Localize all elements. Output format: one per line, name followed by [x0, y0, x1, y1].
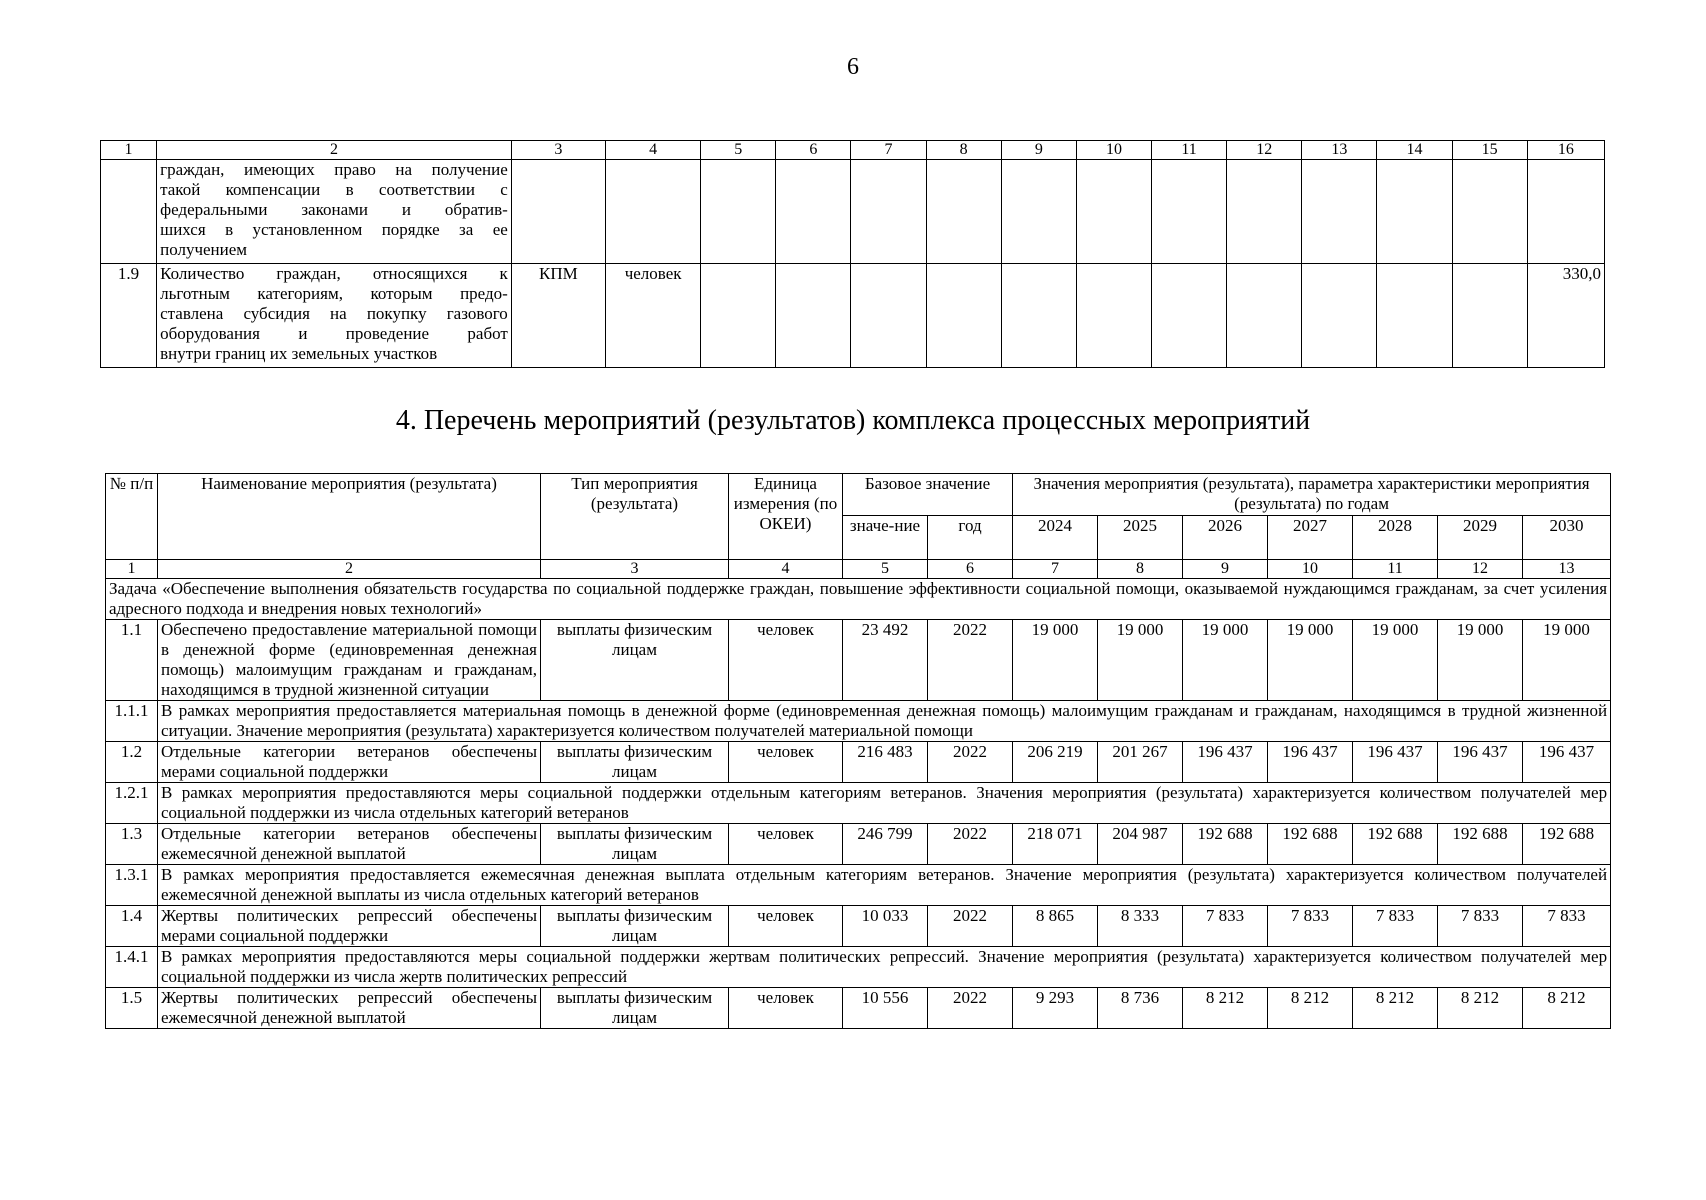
base-value: 246 799: [843, 824, 928, 865]
measure-name: Жертвы политических репрессий обеспечены ежемесячной денежной выплатой: [158, 988, 541, 1029]
row-number: 1.9: [101, 264, 157, 368]
column-number: 5: [843, 560, 928, 579]
description-row: [106, 783, 1611, 824]
base-value: 23 492: [843, 620, 928, 701]
table-row: [106, 742, 1611, 783]
indicator-name-line: Количество граждан, относящихся к: [160, 264, 508, 283]
table-row: [106, 620, 1611, 701]
measure-name: Жертвы политических репрессий обеспечены мерами социальной поддержки: [158, 906, 541, 947]
indicator-name-line: ставлена субсидия на покупку газового: [160, 304, 508, 323]
year-value: 196 437: [1523, 742, 1611, 783]
column-number: 10: [1268, 560, 1353, 579]
page-number: 6: [847, 54, 859, 80]
column-number: 6: [928, 560, 1013, 579]
column-number: 2: [157, 141, 512, 160]
table-row: [101, 160, 1605, 264]
description-text: В рамках мероприятия предоставляются меры социальной поддержки отдельным категориям ветеранов. Значения мероприятия (результата) характеризуется количеством получателей мер социальной поддержки из числа отдельных категорий ветеранов: [158, 783, 1611, 824]
header-base-value: значе-ние: [843, 516, 928, 560]
measure-type: выплаты физическим лицам: [541, 742, 729, 783]
task-text: Задача «Обеспечение выполнения обязательств государства по социальной поддержке граждан, повышение эффективности социальной помощи, оказываемой нуждающимся гражданам, за счет усиления адресного подхода и внедрения новых технологий»: [106, 579, 1611, 620]
indicator-unit: человек: [606, 264, 701, 368]
year-value: 19 000: [1098, 620, 1183, 701]
year-value: 8 212: [1523, 988, 1611, 1029]
year-value: 19 000: [1523, 620, 1611, 701]
year-value: 7 833: [1523, 906, 1611, 947]
column-number: 15: [1452, 141, 1527, 160]
header-type: Тип мероприятия (результата): [541, 474, 729, 560]
indicator-value: 330,0: [1527, 264, 1604, 368]
header-year: 2030: [1523, 516, 1611, 560]
year-value: 192 688: [1268, 824, 1353, 865]
indicator-name-line: граждан, имеющих право на получение: [160, 160, 508, 179]
indicator-name-line: федеральными законами и обратив-: [160, 200, 508, 219]
row-number: 1.1: [106, 620, 158, 701]
measure-name: Отдельные категории ветеранов обеспечены мерами социальной поддержки: [158, 742, 541, 783]
column-number: 8: [1098, 560, 1183, 579]
measure-unit: человек: [729, 906, 843, 947]
base-year: 2022: [928, 620, 1013, 701]
year-value: 7 833: [1268, 906, 1353, 947]
header-year: 2027: [1268, 516, 1353, 560]
column-number: 11: [1152, 141, 1227, 160]
measure-type: выплаты физическим лицам: [541, 620, 729, 701]
header-year: 2028: [1353, 516, 1438, 560]
year-value: 192 688: [1438, 824, 1523, 865]
column-number: 3: [511, 141, 605, 160]
row-number: 1.5: [106, 988, 158, 1029]
description-row: [106, 865, 1611, 906]
column-number-row: [101, 141, 1605, 160]
year-value: 192 688: [1353, 824, 1438, 865]
indicator-name-line: внутри границ их земельных участков: [160, 344, 438, 363]
row-number: [101, 160, 157, 264]
description-text: В рамках мероприятия предоставляется материальная помощь в денежной форме (единовременная денежная помощь) малоимущим гражданам и гражданам, находящимся в трудной жизненной ситуации. Значение мероприятия (результата) характеризуется количеством получателей материальной помощи: [158, 701, 1611, 742]
base-value: 216 483: [843, 742, 928, 783]
column-number: 12: [1227, 141, 1302, 160]
year-value: 201 267: [1098, 742, 1183, 783]
year-value: 196 437: [1268, 742, 1353, 783]
base-year: 2022: [928, 824, 1013, 865]
column-number: 6: [776, 141, 851, 160]
row-number: 1.2: [106, 742, 158, 783]
table-row: [101, 264, 1605, 368]
column-number: 4: [729, 560, 843, 579]
year-value: 8 333: [1098, 906, 1183, 947]
indicator-name-line: шихся в установленном порядке за ее: [160, 220, 508, 239]
measure-unit: человек: [729, 620, 843, 701]
year-value: 8 212: [1183, 988, 1268, 1029]
base-year: 2022: [928, 742, 1013, 783]
description-number: 1.4.1: [106, 947, 158, 988]
measure-unit: человек: [729, 988, 843, 1029]
indicator-name-line: льготным категориям, которым предо-: [160, 284, 508, 303]
column-number: 2: [158, 560, 541, 579]
section-title: 4. Перечень мероприятий (результатов) комплекса процессных мероприятий: [395, 405, 1311, 436]
column-number: 1: [106, 560, 158, 579]
header-row: [106, 474, 1611, 516]
year-value: 7 833: [1353, 906, 1438, 947]
year-value: 8 212: [1268, 988, 1353, 1029]
year-value: 8 865: [1013, 906, 1098, 947]
year-value: 19 000: [1438, 620, 1523, 701]
description-row: [106, 701, 1611, 742]
header-year: 2026: [1183, 516, 1268, 560]
column-number: 7: [851, 141, 926, 160]
year-value: 9 293: [1013, 988, 1098, 1029]
base-value: 10 033: [843, 906, 928, 947]
row-number: 1.4: [106, 906, 158, 947]
description-row: [106, 947, 1611, 988]
column-number: 5: [701, 141, 776, 160]
year-value: 19 000: [1013, 620, 1098, 701]
header-year: 2029: [1438, 516, 1523, 560]
column-number: 13: [1523, 560, 1611, 579]
indicators-table-continuation: [100, 140, 1605, 368]
base-year: 2022: [928, 988, 1013, 1029]
year-value: 8 736: [1098, 988, 1183, 1029]
column-number-row: [106, 560, 1611, 579]
year-value: 218 071: [1013, 824, 1098, 865]
description-text: В рамках мероприятия предоставляются меры социальной поддержки жертвам политических репрессий. Значение мероприятия (результата) характеризуется количеством получателей мер социальной поддержки из числа жертв политических репрессий: [158, 947, 1611, 988]
year-value: 8 212: [1353, 988, 1438, 1029]
measure-unit: человек: [729, 742, 843, 783]
indicator-unit: [606, 160, 701, 264]
column-number: 11: [1353, 560, 1438, 579]
indicator-value: [1527, 160, 1604, 264]
column-number: 4: [606, 141, 701, 160]
indicator-name-line: получением: [160, 240, 248, 259]
base-year: 2022: [928, 906, 1013, 947]
year-value: 192 688: [1183, 824, 1268, 865]
indicator-type: [511, 160, 605, 264]
description-number: 1.3.1: [106, 865, 158, 906]
year-value: 192 688: [1523, 824, 1611, 865]
indicator-name-line: такой компенсации в соответствии с: [160, 180, 508, 199]
measure-name: Отдельные категории ветеранов обеспечены ежемесячной денежной выплатой: [158, 824, 541, 865]
header-year: 2025: [1098, 516, 1183, 560]
description-number: 1.2.1: [106, 783, 158, 824]
year-value: 196 437: [1353, 742, 1438, 783]
header-unit: Единица измерения (по ОКЕИ): [729, 474, 843, 560]
measure-type: выплаты физическим лицам: [541, 824, 729, 865]
header-year: 2024: [1013, 516, 1098, 560]
table-row: [106, 906, 1611, 947]
measure-type: выплаты физическим лицам: [541, 906, 729, 947]
year-value: 196 437: [1438, 742, 1523, 783]
year-value: 204 987: [1098, 824, 1183, 865]
column-number: 12: [1438, 560, 1523, 579]
year-value: 19 000: [1268, 620, 1353, 701]
year-value: 19 000: [1353, 620, 1438, 701]
year-value: 7 833: [1438, 906, 1523, 947]
column-number: 8: [926, 141, 1001, 160]
measure-name: Обеспечено предоставление материальной помощи в денежной форме (единовременная денежная помощь) малоимущим гражданам и гражданам, находящимся в трудной жизненной ситуации: [158, 620, 541, 701]
indicator-name-line: оборудования и проведение работ: [160, 324, 508, 343]
indicator-name: [157, 160, 512, 264]
column-number: 3: [541, 560, 729, 579]
header-num: № п/п: [106, 474, 158, 560]
column-number: 9: [1001, 141, 1076, 160]
measure-unit: человек: [729, 824, 843, 865]
base-value: 10 556: [843, 988, 928, 1029]
year-value: 7 833: [1183, 906, 1268, 947]
indicator-type: КПМ: [511, 264, 605, 368]
table-row: [106, 824, 1611, 865]
task-row: [106, 579, 1611, 620]
description-text: В рамках мероприятия предоставляется ежемесячная денежная выплата отдельным категориям ветеранов. Значение мероприятия (результата) характеризуется количеством получателей ежемесячной денежной выплаты из числа отдельных категорий ветеранов: [158, 865, 1611, 906]
column-number: 9: [1183, 560, 1268, 579]
header-base-year: год: [928, 516, 1013, 560]
column-number: 13: [1302, 141, 1377, 160]
header-values: Значения мероприятия (результата), параметра характеристики мероприятия (результата) по годам: [1013, 474, 1611, 516]
measure-type: выплаты физическим лицам: [541, 988, 729, 1029]
indicator-name: [157, 264, 512, 368]
table-row: [106, 988, 1611, 1029]
column-number: 14: [1377, 141, 1452, 160]
column-number: 10: [1076, 141, 1151, 160]
column-number: 1: [101, 141, 157, 160]
year-value: 196 437: [1183, 742, 1268, 783]
row-number: 1.3: [106, 824, 158, 865]
header-name: Наименование мероприятия (результата): [158, 474, 541, 560]
year-value: 8 212: [1438, 988, 1523, 1029]
header-base: Базовое значение: [843, 474, 1013, 516]
column-number: 16: [1527, 141, 1604, 160]
measures-table: [105, 473, 1611, 1029]
year-value: 206 219: [1013, 742, 1098, 783]
description-number: 1.1.1: [106, 701, 158, 742]
column-number: 7: [1013, 560, 1098, 579]
year-value: 19 000: [1183, 620, 1268, 701]
